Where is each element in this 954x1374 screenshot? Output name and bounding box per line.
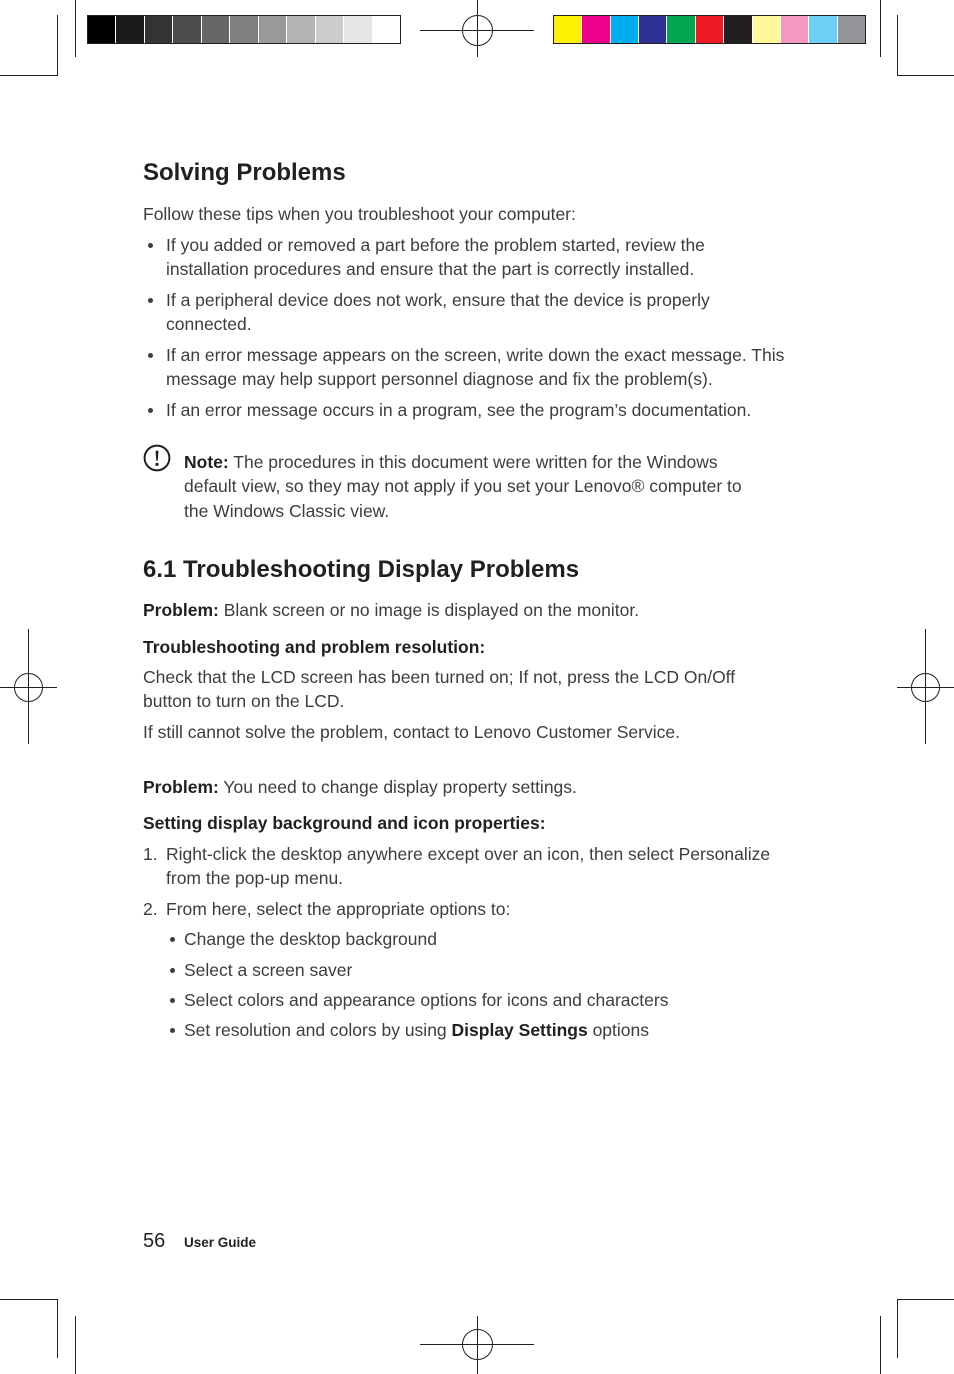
registration-mark-right: [897, 629, 954, 744]
ui-term-display-settings: Display Settings: [451, 1019, 588, 1040]
bullet-marker: [148, 298, 153, 303]
crop-line: [898, 1300, 954, 1359]
grayscale-swatch: [88, 16, 115, 43]
tip-item: [166, 288, 710, 337]
color-swatch: [554, 16, 581, 43]
color-swatch: [581, 16, 609, 43]
grayscale-color-bar: [87, 15, 401, 44]
grayscale-swatch: [286, 16, 314, 43]
bullet-marker: [170, 937, 175, 942]
tip-text: If an error message appears on the screen, write down the exact message. This message may help support personnel diagnose and fix the problem(s).: [166, 344, 785, 389]
step-item: [143, 897, 511, 922]
option-item: [184, 1018, 649, 1043]
grayscale-swatch: [201, 16, 229, 43]
bullet-marker: [170, 998, 175, 1003]
color-swatch: [723, 16, 751, 43]
step-number: 2.: [143, 898, 158, 919]
tip-text: If an error message occurs in a program, see the program’s documentation.: [166, 399, 752, 420]
problem-statement: [143, 775, 577, 800]
option-text-suffix: options: [592, 1019, 649, 1040]
crop-line: [0, 1300, 58, 1359]
crop-mark-bottom-left: [0, 1300, 76, 1374]
option-item: [184, 958, 352, 983]
page-number: 56: [143, 1230, 166, 1252]
tip-item: [166, 343, 784, 392]
tip-item: [166, 398, 751, 423]
step-item: [143, 842, 771, 891]
note-label: Note:: [184, 451, 229, 472]
bullet-marker: [148, 353, 153, 358]
problem-statement: [143, 598, 639, 623]
bullet-marker: [148, 243, 153, 248]
color-swatch: [780, 16, 808, 43]
bullet-marker: [170, 1028, 175, 1033]
grayscale-swatch: [372, 16, 400, 43]
crop-mark-top-left: [0, 0, 76, 76]
problem-description: You need to change display property settings.: [223, 776, 577, 797]
step-text: Right-click the desktop anywhere except over an icon, then select Personalize from the pop-up menu.: [166, 843, 771, 888]
problem-label: Problem:: [143, 776, 219, 797]
crop-line: [898, 15, 954, 76]
grayscale-swatch: [172, 16, 200, 43]
tip-text: If you added or removed a part before the problem started, review the installation procedures and ensure that the part is correctly installed.: [166, 234, 705, 279]
color-swatch: [837, 16, 865, 43]
tip-item: [166, 233, 705, 282]
resolution-paragraph: Check that the LCD screen has been turned on; If not, press the LCD On/Off button to turn on the LCD.: [143, 666, 736, 711]
exclamation-circle-icon: [143, 444, 171, 472]
grayscale-swatch: [115, 16, 143, 43]
process-color-bar: [553, 15, 866, 44]
resolution-subheading: Troubleshooting and problem resolution:: [143, 636, 486, 657]
option-text: Set resolution and colors by using: [184, 1019, 447, 1040]
color-swatch: [638, 16, 666, 43]
page-footer: [143, 1229, 256, 1255]
procedure-subheading: Setting display background and icon properties:: [143, 812, 546, 833]
solving-problems-intro: Follow these tips when you troubleshoot your computer:: [143, 203, 576, 224]
bullet-marker: [170, 968, 175, 973]
resolution-paragraph: If still cannot solve the problem, contact to Lenovo Customer Service.: [143, 721, 680, 742]
crop-line: [0, 15, 58, 76]
crop-mark-bottom-right: [881, 1300, 954, 1374]
tip-text: If a peripheral device does not work, ensure that the device is properly connected.: [166, 289, 710, 334]
grayscale-swatch: [258, 16, 286, 43]
grayscale-swatch: [229, 16, 257, 43]
option-text: Select a screen saver: [184, 959, 353, 980]
color-swatch: [752, 16, 780, 43]
registration-mark-left: [0, 629, 57, 744]
running-footer-title: User Guide: [184, 1235, 257, 1250]
step-number: 1.: [143, 843, 158, 864]
section-title-solving-problems: Solving Problems: [143, 159, 346, 186]
grayscale-swatch: [315, 16, 343, 43]
registration-mark-bottom: [420, 1316, 534, 1374]
problem-description: Blank screen or no image is displayed on the monitor.: [223, 599, 640, 620]
registration-mark-top: [420, 0, 534, 57]
color-swatch: [666, 16, 694, 43]
option-text: Select colors and appearance options for icons and characters: [184, 989, 669, 1010]
problem-label: Problem:: [143, 599, 219, 620]
option-text: Change the desktop background: [184, 928, 437, 949]
option-item: [184, 927, 437, 952]
step-text: From here, select the appropriate options to:: [166, 898, 511, 919]
color-swatch: [610, 16, 638, 43]
section-title-display-problems: 6.1 Troubleshooting Display Problems: [143, 556, 580, 583]
grayscale-swatch: [343, 16, 371, 43]
bullet-marker: [148, 408, 153, 413]
note: [184, 450, 742, 524]
option-item: [184, 988, 668, 1013]
crop-mark-top-right: [881, 0, 954, 76]
color-swatch: [808, 16, 836, 43]
color-swatch: [695, 16, 723, 43]
note-text: The procedures in this document were written for the Windows default view, so they may not apply if you set your Lenovo® computer to the Windows Classic view.: [184, 451, 742, 521]
grayscale-swatch: [144, 16, 172, 43]
